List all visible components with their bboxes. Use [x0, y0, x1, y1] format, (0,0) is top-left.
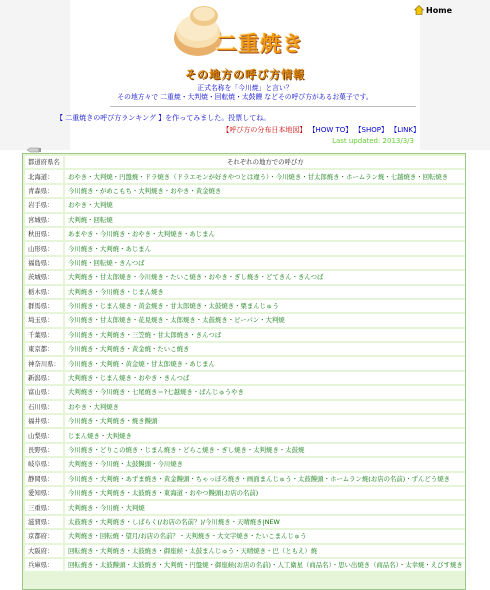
table-row [25, 372, 466, 384]
names-cell: 今川焼き・大判焼・黄金焼・甘太郎焼き・あじまん [65, 357, 466, 369]
names-cell: 大判焼き・今川焼・大判焼 [65, 501, 466, 513]
prefecture-cell: 富山県： [25, 386, 63, 398]
site-logo [172, 4, 322, 62]
table-row [25, 242, 466, 254]
names-cell: おやき・大判焼き [65, 401, 466, 413]
table-row [25, 473, 466, 485]
table-row [25, 458, 466, 470]
prefecture-cell: 秋田県： [25, 228, 63, 240]
last-updated: Last updated: 2013/3/3 [332, 137, 414, 145]
intro-line-1: 正式名称を「今川焼」と言い？ [197, 84, 293, 92]
prefecture-cell: 長野県： [25, 444, 63, 456]
names-cell: 回転焼き・太鼓饅頭・太鼓焼き・大判焼・円盤焼・御座候(お店の名前)・人工衛星（商品名）・思い出焼き（商品名）・太幸焼・えびす焼き [65, 559, 466, 571]
prefecture-cell: 三重県： [25, 501, 63, 513]
table-row [25, 401, 466, 413]
ranking-prefix: 【 [56, 114, 63, 122]
table-row [25, 257, 466, 269]
table-row [25, 444, 466, 456]
prefecture-cell: 栃木県： [25, 286, 63, 298]
names-cell: おやき・大判焼 [65, 199, 466, 211]
names-cell: 今川焼き・大判焼き・焼き饅頭 [65, 415, 466, 427]
names-cell: 回転焼き・大判焼き・太鼓焼き・御座候・太鼓まんじゅう・天晴焼き・巴（ともえ）焼 [65, 545, 466, 557]
prefecture-cell: 福島県： [25, 257, 63, 269]
names-cell: 今川焼き・がめこもち・大判焼き・おやき・黄金焼き [65, 185, 466, 197]
table-row [25, 170, 466, 182]
names-cell: 大判焼・回転焼 [65, 214, 466, 226]
names-cell: 今川焼き・大判焼・あずま焼き・黄金饅頭・ちゃっぽろ焼き・画面まんじゅう・太鼓饅頭・ホームラン焼(お店の名前)・ずんどう焼き [65, 473, 466, 485]
prefecture-cell: 山梨県： [25, 429, 63, 441]
table-row [25, 429, 466, 441]
table-header-row [25, 156, 466, 168]
prefecture-table [22, 153, 466, 590]
prefecture-cell: 埼玉県： [25, 314, 63, 326]
names-cell: 大判焼き・じまん焼き・おやき・きんつば [65, 372, 466, 384]
prefecture-cell: 山形県： [25, 242, 63, 254]
names-cell: おやき・大判焼・円盤焼・ドラ焼き（ドラエモンが好きやつとは違う）・今川焼き・甘太郎焼き・ホームラン焼・七越焼き・回転焼き [65, 170, 466, 182]
intro-line-2: その地方々で 二重焼・大判焼・回転焼・太鼓饅 などその呼び方があるお菓子です。 [117, 93, 373, 101]
logo-title: 二重焼き [216, 32, 304, 56]
table-row [25, 286, 466, 298]
table-row [25, 415, 466, 427]
names-cell: 大判焼き・今川焼・太鼓饅頭・今川焼き [65, 458, 466, 470]
map-link[interactable]: 【呼び方の分布日本地図】 [222, 126, 307, 134]
howto-link[interactable]: 【HOW TO】 [308, 126, 353, 134]
prefecture-cell: 兵庫県： [25, 559, 63, 571]
prefecture-cell: 愛知県： [25, 487, 63, 499]
prefecture-cell: 石川県： [25, 401, 63, 413]
table-row [25, 199, 466, 211]
nav-links [222, 125, 420, 135]
page-subtitle: その地方の呼び方情報 [185, 68, 305, 81]
table-row [25, 487, 466, 499]
names-cell: 大判焼き・回転焼・望月/お店の名前？・天判焼き・大文字焼き・たいこまんじゅう [65, 530, 466, 542]
prefecture-cell: 岐阜県： [25, 458, 63, 470]
prefecture-cell: 新潟県： [25, 372, 63, 384]
prefecture-cell: 福井県： [25, 415, 63, 427]
names-cell: あまやき・今川焼き・おやき・大判焼き・あじまん [65, 228, 466, 240]
table-row [25, 357, 466, 369]
intro-text [0, 84, 490, 102]
table-row [25, 545, 466, 557]
prefecture-cell: 京都府： [25, 530, 63, 542]
header-prefecture: 都道府県名 [25, 156, 63, 168]
names-cell: 大判焼き・今川焼き・じまん焼き [65, 286, 466, 298]
table-row [25, 530, 466, 542]
table-row [25, 314, 466, 326]
names-cell: 大判焼き・今川焼き・七尾焼き＝?七越焼き・ばんじゅうやき [65, 386, 466, 398]
prefecture-cell: 滋賀県： [25, 516, 63, 528]
prefecture-cell: 茨城県： [25, 271, 63, 283]
prefecture-cell: 東京都： [25, 343, 63, 355]
table-row [25, 501, 466, 513]
prefecture-cell: 大阪府： [25, 545, 63, 557]
names-cell: 今川焼き・甘太郎焼き・花見焼き・太郎焼き・太鼓焼き・ピーパン・大判焼 [65, 314, 466, 326]
names-cell: じまん焼き・大判焼き [65, 429, 466, 441]
table-row [25, 386, 466, 398]
prefecture-cell: 群馬県： [25, 300, 63, 312]
shop-link[interactable]: 【SHOP】 [354, 126, 388, 134]
home-label: Home [426, 5, 452, 15]
names-cell: 今川焼き・じまん焼き・黄金焼き・甘太郎焼き・太鼓焼き・栗まんじゅう [65, 300, 466, 312]
names-cell: 今川焼き・大判焼き・三笠焼・甘太郎焼き・きんつば [65, 329, 466, 341]
link-link[interactable]: 【LINK】 [390, 126, 420, 134]
home-link[interactable] [414, 5, 452, 15]
prefecture-cell: 宮城県： [25, 214, 63, 226]
prefecture-cell: 青森県： [25, 185, 63, 197]
prefecture-cell: 北海道： [25, 170, 63, 182]
table-row [25, 214, 466, 226]
prefecture-cell: 岩手県： [25, 199, 63, 211]
names-cell: 今川焼き・大判焼き・太鼓焼き・東海道・おやつ饅頭(お店の名前) [65, 487, 466, 499]
table-row [25, 559, 466, 571]
names-cell: 太鼓焼き・大判焼き・しばらく(/お店の名前？)/今川焼き・天晴焼き|NEW [65, 516, 466, 528]
table-row [25, 343, 466, 355]
table-row [25, 271, 466, 283]
table-row [25, 228, 466, 240]
ranking-suffix: 】を作ってみました。投票してね。 [158, 114, 271, 122]
table-row [25, 300, 466, 312]
ranking-link[interactable]: 二重焼きの呼び方ランキング [65, 114, 157, 122]
prefecture-cell: 神奈川県： [25, 357, 63, 369]
house-icon [414, 5, 424, 15]
names-cell: 今川焼き・どりこの焼き・じまん焼き・どらこ焼き・ぎし焼き・太判焼き・太鼓焼 [65, 444, 466, 456]
names-cell: 大判焼き・甘太郎焼き・今川焼き・たいこ焼き・おやき・ぎし焼き・どてきん・きんつば [65, 271, 466, 283]
table-row [25, 329, 466, 341]
divider [110, 106, 416, 107]
table-row [25, 516, 466, 528]
prefecture-cell: 静岡県： [25, 473, 63, 485]
table-body [25, 170, 466, 571]
names-cell: 今川焼・回転焼・きんつば [65, 257, 466, 269]
header-names: それぞれの地方での呼び方 [65, 156, 466, 168]
names-cell: 今川焼き・大判焼き・黄金焼・たいこ焼き [65, 343, 466, 355]
ranking-notice [56, 113, 270, 123]
prefecture-cell: 千葉県： [25, 329, 63, 341]
names-cell: 今川焼き・大判焼・あじまん [65, 242, 466, 254]
table-row [25, 185, 466, 197]
